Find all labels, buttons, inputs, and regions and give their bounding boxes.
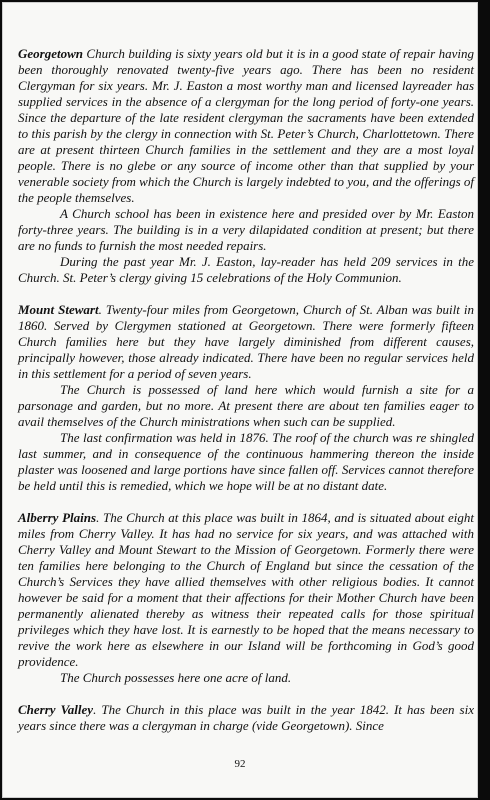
section-georgetown [18,46,474,286]
page-body [18,46,474,750]
section-paragraph [18,702,474,734]
section-paragraph [18,510,474,670]
section-heading: Georgetown [18,46,83,61]
paragraph-text: . The Church at this place was built in 1864, and is situated about eight miles from Cherry Valley. It has had no service for six years, and was attached with Cherry Valley and Mount Stewart to the Mission of Georgetown. Formerly there were ten families here belonging to the Church of England but since the cessation of the Church’s Services they have allied themselves with other religious bodies. It cannot however be said for a moment that their affections for their Mother Church have been permanently alienated thereby as witness their repeated calls for those spiritual privileges which they have lost. It is earnestly to be hoped that the means necessary to revive the work here as elsewhere in our Island will be forthcoming in God’s good providence. [18,510,474,669]
paragraph-text: . Twenty-four miles from Georgetown, Church of St. Alban was built in 1860. Served by Clergymen stationed at Georgetown. There were formerly fifteen Church families here but they have largely diminished from different causes, principally however, those already indicated. There have been no regular services held in this settlement for a period of seven years. [18,302,474,381]
paragraph-text: Church building is sixty years old but it is in a good state of repair having been thoroughly renovated twenty-five years ago. There has been no resident Clergyman for six years. Mr. J. Easton a most worthy man and licensed layreader has supplied services in the absence of a clergyman for the long period of forty-one years. Since the departure of the late resident clergyman the sacraments have been extended to this parish by the clergy in connection with St. Peter’s Church, Charlottetown. There are at present thirteen Church families in the settlement and they are a most loyal people. There is no glebe or any source of income other than that supplied by your venerable society from which the Church is largely indebted to you, and the offerings of the people themselves. [18,46,474,205]
section-paragraph: During the past year Mr. J. Easton, lay-reader has held 209 services in the Church. St. Peter’s clergy giving 15 celebrations of the Holy Communion. [18,254,474,285]
section-paragraph: The Church possesses here one acre of land. [60,670,292,685]
section-mount-stewart [18,302,474,494]
section-paragraph [18,302,474,382]
section-alberry-plains [18,510,474,686]
section-heading: Alberry Plains [18,510,97,525]
paragraph-text: . The Church in this place was built in the year 1842. It has been six years since there was a clergyman in charge (vide Georgetown). Since [18,702,475,733]
section-heading: Cherry Valley [18,702,94,717]
section-paragraph [18,46,474,206]
section-paragraph: The Church is possessed of land here which would furnish a site for a parsonage and garden, but no more. At present there are about ten families eager to avail themselves of the Church ministrations when such can be supplied. [18,382,474,429]
section-paragraph: A Church school has been in existence here and presided over by Mr. Easton forty-three years. The building is in a very dilapidated condition at present; but there are no funds to furnish the most needed repairs. [18,206,474,253]
section-heading: Mount Stewart [18,302,99,317]
page-number: 92 [234,758,246,770]
section-paragraph: The last confirmation was held in 1876. The roof of the church was re shingled last summer, and in consequence of the continuous hammering thereon the inside plaster was loosened and large portions have since fallen off. Services cannot therefore be held until this is remedied, which we hope will be at no distant date. [18,430,474,493]
book-page [2,2,478,798]
section-cherry-valley [18,702,474,734]
